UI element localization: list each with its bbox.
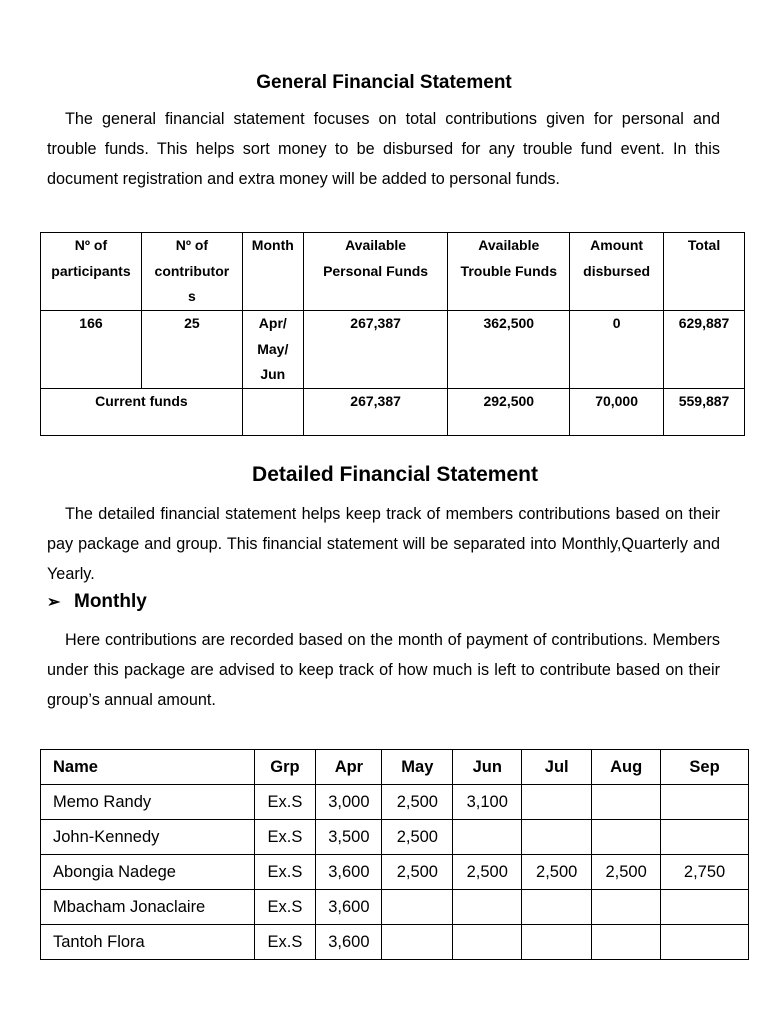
header-contributors: Nº of contributor s — [141, 233, 242, 311]
monthly-paragraph — [47, 625, 720, 715]
paragraph-line: The detailed financial statement helps keep track of members contributions based — [65, 505, 660, 523]
header-jul: Jul — [522, 750, 592, 785]
monthly-heading-label: Monthly — [74, 591, 147, 612]
table-row: Abongia Nadege Ex.S 3,600 2,500 2,500 2,500 2,500 2,750 — [41, 855, 749, 890]
header-grp: Grp — [254, 750, 316, 785]
paragraph-line: The general financial statement focuses on total contributions given for personal — [65, 110, 684, 128]
table-header-row — [41, 750, 749, 785]
table-row: Mbacham Jonaclaire Ex.S 3,600 — [41, 890, 749, 925]
table-row: Tantoh Flora Ex.S 3,600 — [41, 925, 749, 960]
paragraph-line: contribute based on their group’s annual amount. — [47, 661, 720, 709]
header-amount-disbursed: Amount disbursed — [570, 233, 664, 311]
header-total: Total — [664, 233, 745, 311]
cell-contributors: 25 — [141, 311, 242, 389]
cell-participants: 166 — [41, 311, 142, 389]
detailed-statement-title: Detailed Financial Statement — [252, 463, 538, 486]
monthly-heading — [47, 591, 147, 613]
cell-current-funds-label: Current funds — [41, 388, 243, 435]
monthly-contributions-table — [40, 749, 749, 960]
cell-personal-funds: 267,387 — [303, 311, 448, 389]
table-row: John-Kennedy Ex.S 3,500 2,500 — [41, 820, 749, 855]
paragraph-line: Members under this package are advised to keep track of how much is left to — [47, 631, 721, 679]
table-row: Memo Randy Ex.S 3,000 2,500 3,100 — [41, 785, 749, 820]
table-row — [41, 311, 745, 389]
table-header-row — [41, 233, 745, 311]
paragraph-line: Here contributions are recorded based on the month of payment of contributions. — [65, 631, 648, 649]
header-personal-funds: Available Personal Funds — [303, 233, 448, 311]
paragraph-line: on their pay package and group. This financial statement will be separated into — [47, 505, 720, 553]
header-name: Name — [41, 750, 255, 785]
cell-total: 629,887 — [664, 311, 745, 389]
header-trouble-funds: Available Trouble Funds — [448, 233, 570, 311]
header-apr: Apr — [316, 750, 382, 785]
general-statement-table — [40, 232, 745, 436]
cell-trouble-funds: 362,500 — [448, 311, 570, 389]
cell-amount-disbursed: 0 — [570, 311, 664, 389]
paragraph-line: this document registration and extra money will be added to personal funds. — [47, 140, 720, 188]
cell-amount-disbursed: 70,000 — [570, 388, 664, 435]
header-sep: Sep — [661, 750, 749, 785]
paragraph-line: and trouble funds. This helps sort money to be disbursed for any trouble fund event. In — [47, 110, 720, 158]
table-row — [41, 388, 745, 435]
cell-total: 559,887 — [664, 388, 745, 435]
header-month: Month — [242, 233, 303, 311]
cell-personal-funds: 267,387 — [303, 388, 448, 435]
general-statement-title: General Financial Statement — [256, 72, 512, 93]
cell-month — [242, 388, 303, 435]
general-statement-paragraph — [47, 104, 720, 194]
cell-trouble-funds: 292,500 — [448, 388, 570, 435]
header-jun: Jun — [453, 750, 522, 785]
paragraph-line: Monthly,Quarterly and Yearly. — [47, 535, 720, 583]
header-participants: Nº of participants — [41, 233, 142, 311]
arrow-bullet-icon: ➢ — [47, 594, 61, 611]
detailed-statement-paragraph — [47, 499, 720, 589]
header-may: May — [382, 750, 453, 785]
cell-month: Apr/ May/ Jun — [242, 311, 303, 389]
header-aug: Aug — [592, 750, 661, 785]
